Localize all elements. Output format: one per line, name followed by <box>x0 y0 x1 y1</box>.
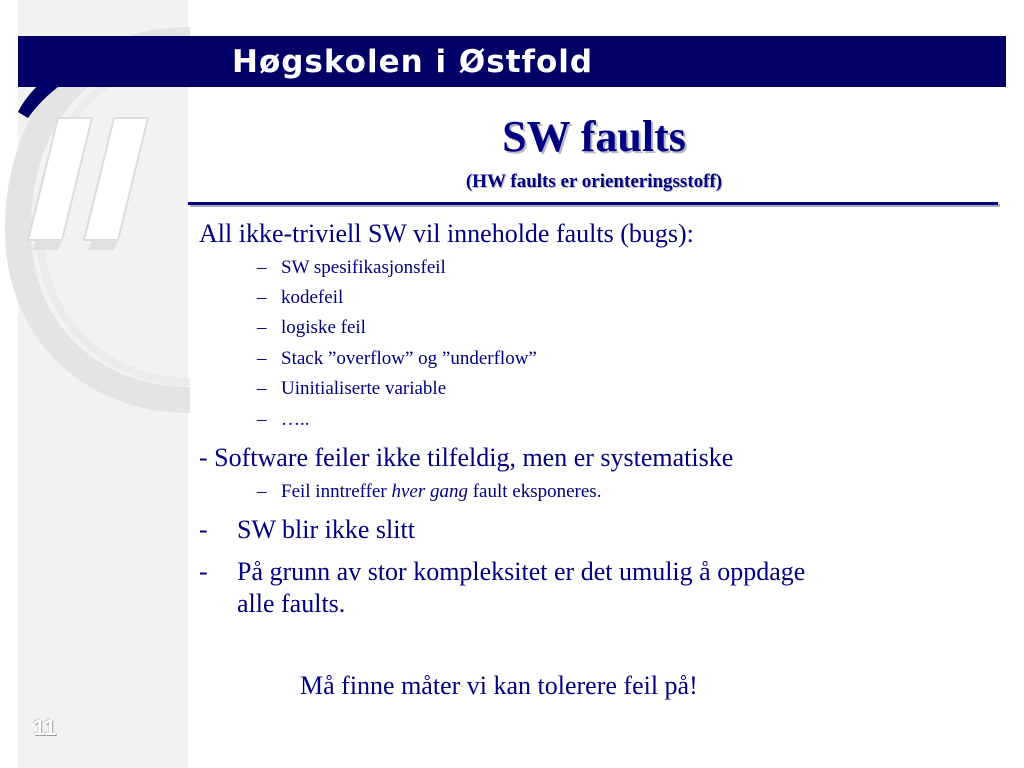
sub-item-dash: – <box>257 409 267 430</box>
sub-item-dash: – <box>257 348 267 369</box>
bullet-text: SW blir ikke slitt <box>237 515 415 544</box>
second-sub-before: Feil inntreffer <box>281 481 392 502</box>
sub-item: Uinitialiserte variable <box>281 378 447 399</box>
sub-item: ….. <box>281 409 310 430</box>
slide-title: SW faults <box>502 112 686 161</box>
slide-number: 11 <box>33 715 57 740</box>
sub-item-dash: – <box>257 378 267 399</box>
brand-title: Høgskolen i Østfold <box>232 44 594 80</box>
title-divider <box>188 202 998 205</box>
sub-item-dash: – <box>257 481 267 502</box>
bullet-text: På grunn av stor kompleksitet er det umulig å oppdage <box>237 557 806 586</box>
second-sub-item <box>281 480 601 504</box>
slide-subtitle: (HW faults er orienteringsstoff) <box>465 171 723 192</box>
second-sub-after: fault eksponeres. <box>467 481 602 502</box>
sub-item-dash: – <box>257 287 267 308</box>
sub-item-dash: – <box>257 257 267 278</box>
bullet-marker: - <box>199 557 208 586</box>
bullet-text-continuation: alle faults. <box>237 589 346 618</box>
intro-text: All ikke-triviell SW vil inneholde faults (bugs): <box>199 219 694 248</box>
conclusion-text: Må finne måter vi kan tolerere feil på! <box>300 671 698 700</box>
sub-item: SW spesifikasjonsfeil <box>281 257 446 278</box>
sub-item: logiske feil <box>281 317 366 338</box>
sub-item: kodefeil <box>281 287 344 308</box>
second-point-text: - Software feiler ikke tilfeldig, men er systematiske <box>199 443 734 472</box>
sub-item: Stack ”overflow” og ”underflow” <box>281 348 537 369</box>
sub-item-dash: – <box>257 317 267 338</box>
second-sub-emphasis: hver gang <box>391 481 468 502</box>
bullet-marker: - <box>199 515 208 544</box>
hiof-logo-icon <box>0 0 190 768</box>
